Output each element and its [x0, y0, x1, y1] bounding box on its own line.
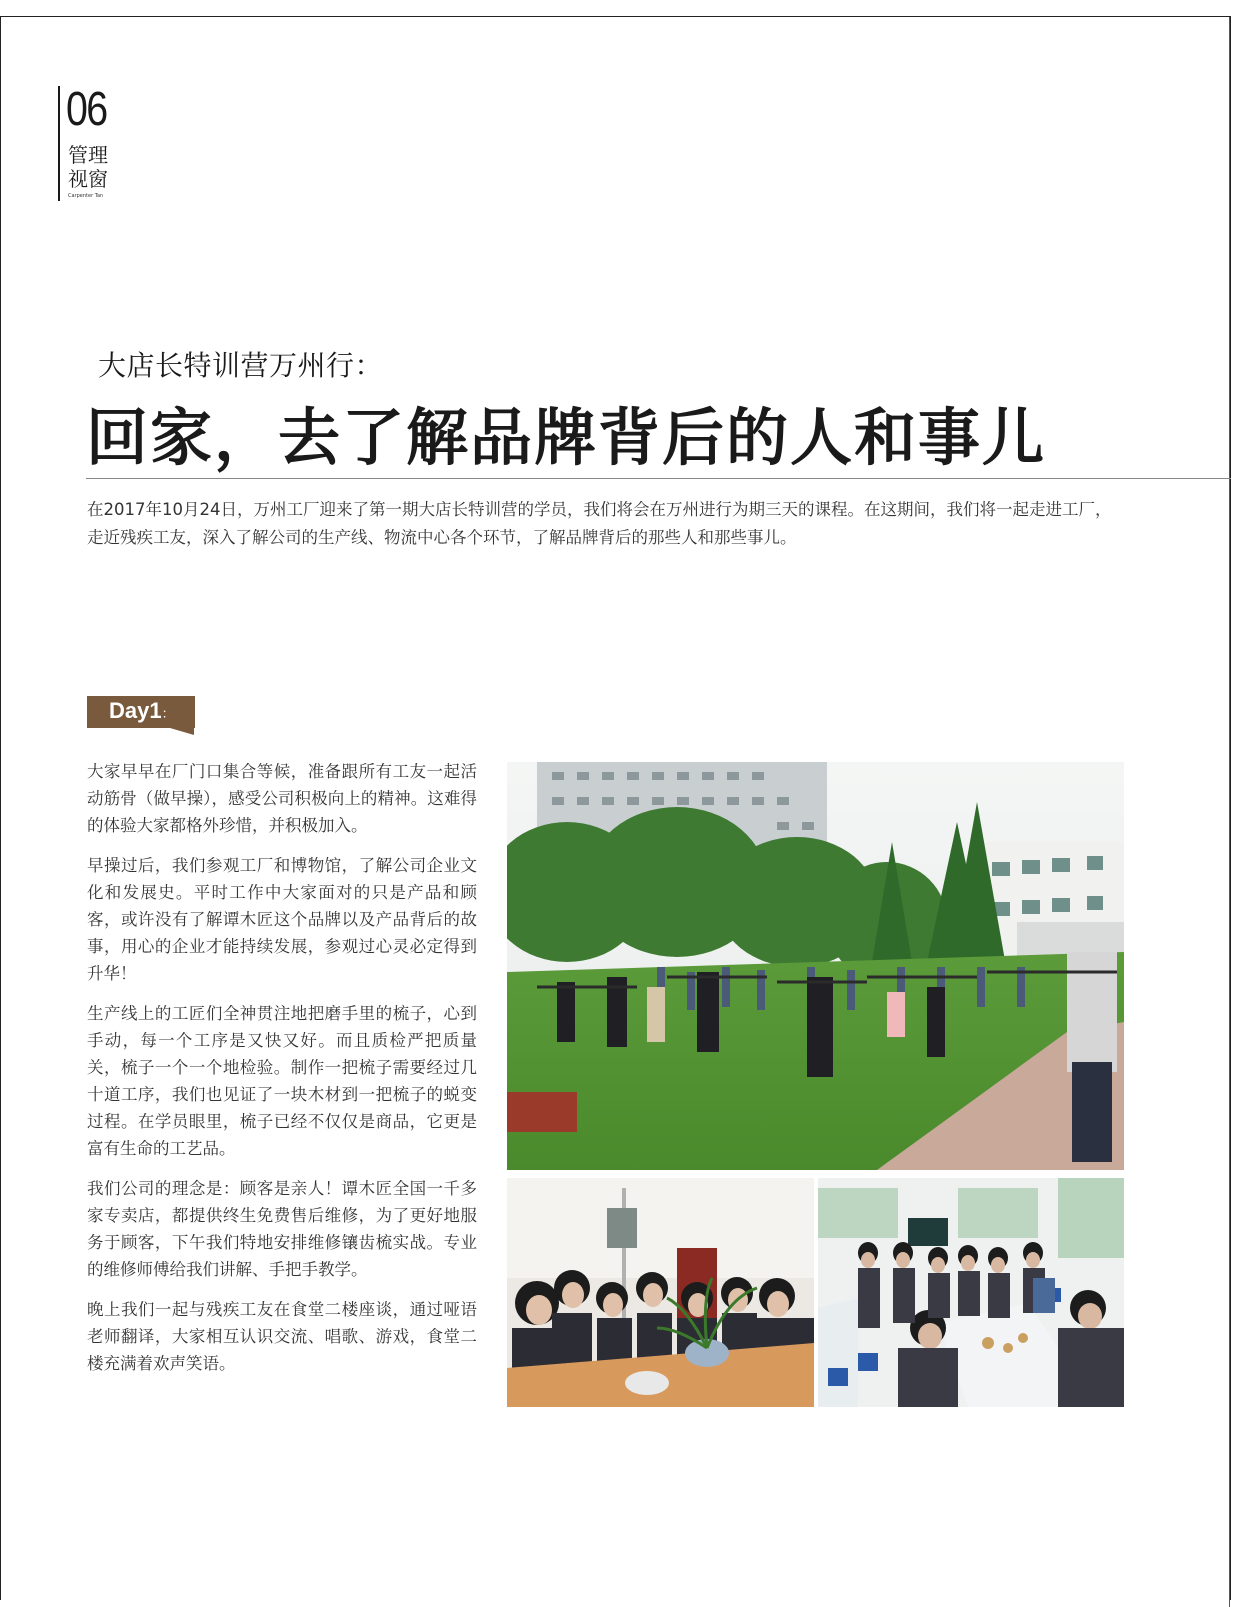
section-divider: [58, 86, 60, 201]
body-paragraph: 生产线上的工匠们全神贯注地把磨手里的梳子，心到手动，每一个工序是又快又好。而且质检严把质量关，梳子一个一个地检验。制作一把梳子需要经过几十道工序，我们也见证了一块木材到一把梳子的蜕变过程。在学员眼里，梳子已经不仅仅是商品，它更是富有生命的工艺品。: [87, 1004, 477, 1158]
body-paragraph: 晚上我们一起与残疾工友在食堂二楼座谈，通过哑语老师翻译，大家相互认识交流、唱歌、游戏，食堂二楼充满着欢声笑语。: [87, 1300, 477, 1373]
photo-morning-exercise: [507, 762, 1124, 1170]
article-body: [87, 758, 477, 1390]
body-paragraph: 我们公司的理念是：顾客是亲人！谭木匠全国一千多家专卖店，都提供终生免费售后维修，为了更好地服务于顾客，下午我们特地安排维修镶齿梳实战。专业的维修师傅给我们讲解、手把手教学。: [87, 1179, 477, 1279]
photo-repair-workshop: [507, 1178, 814, 1407]
day-badge: [87, 696, 197, 730]
article-title: 回家，去了解品牌背后的人和事儿: [86, 401, 1047, 474]
photo-canteen-gathering: [818, 1178, 1124, 1407]
day-badge-tail: [170, 728, 194, 735]
article-subtitle: 大店长特训营万州行：: [98, 349, 384, 382]
brand-english-name: Carpenter Tan: [68, 193, 104, 199]
body-paragraph: 早操过后，我们参观工厂和博物馆，了解公司企业文化和发展史。平时工作中大家面对的只是产品和顾客，或许没有了解谭木匠这个品牌以及产品背后的故事，用心的企业才能持续发展，参观过心灵必定得到升华！: [87, 856, 477, 983]
section-number: 06: [66, 83, 107, 136]
day-label: Day1: [109, 698, 162, 723]
section-name: 管理 视窗: [68, 143, 108, 191]
article-intro: 在2017年10月24日，万州工厂迎来了第一期大店长特训营的学员，我们将会在万州进行为期三天的课程。在这期间，我们将一起走进工厂，走近残疾工友，深入了解公司的生产线、物流中心各个环节，了解品牌背后的那些人和那些事儿。: [87, 500, 1112, 547]
day-badge-label: [109, 698, 175, 724]
day-label-suffix: ：: [161, 706, 175, 721]
title-divider: [86, 478, 1231, 479]
body-paragraph: 大家早早在厂门口集合等候，准备跟所有工友一起活动筋骨（做早操），感受公司积极向上的精神。这难得的体验大家都格外珍惜，并积极加入。: [87, 762, 477, 835]
